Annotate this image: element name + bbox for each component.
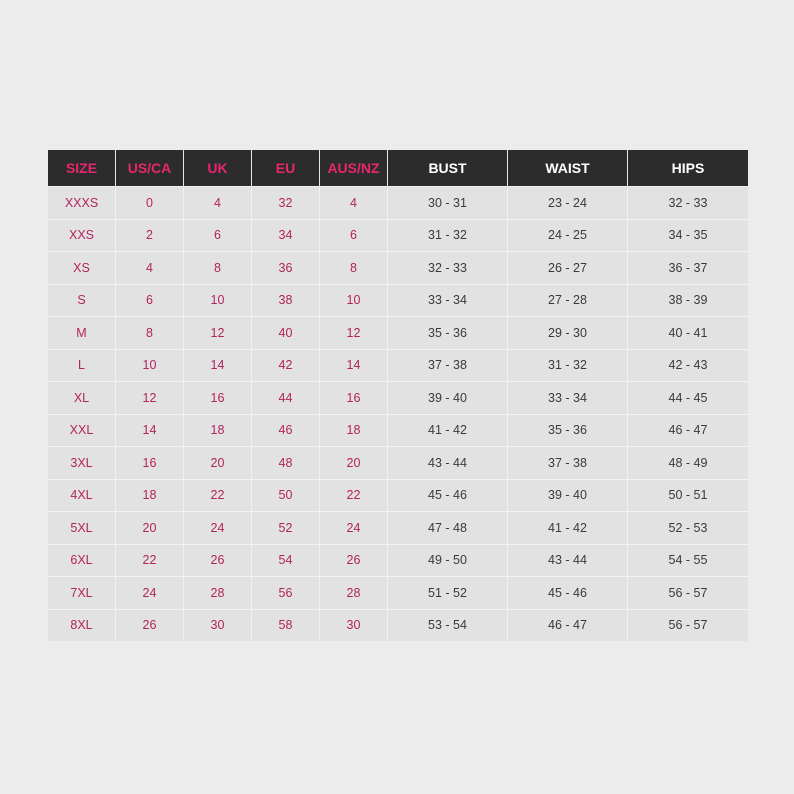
- header-size: SIZE: [48, 150, 116, 186]
- cell-eu: 52: [252, 511, 320, 544]
- header-us-ca: US/CA: [116, 150, 184, 186]
- cell-eu: 50: [252, 479, 320, 512]
- cell-size: 3XL: [48, 446, 116, 479]
- cell-uk: 28: [184, 576, 252, 609]
- cell-hips: 46 - 47: [628, 414, 748, 447]
- header-bust: BUST: [388, 150, 508, 186]
- size-chart-table: [48, 150, 748, 641]
- cell-waist: 33 - 34: [508, 381, 628, 414]
- cell-hips: 40 - 41: [628, 316, 748, 349]
- cell-size: 6XL: [48, 544, 116, 577]
- cell-aus-nz: 10: [320, 284, 388, 317]
- cell-uk: 4: [184, 186, 252, 219]
- cell-hips: 34 - 35: [628, 219, 748, 252]
- cell-waist: 26 - 27: [508, 251, 628, 284]
- cell-waist: 45 - 46: [508, 576, 628, 609]
- cell-bust: 41 - 42: [388, 414, 508, 447]
- cell-us-ca: 14: [116, 414, 184, 447]
- cell-hips: 56 - 57: [628, 576, 748, 609]
- table-row: [48, 284, 748, 317]
- cell-uk: 10: [184, 284, 252, 317]
- size-chart-body: [48, 186, 748, 641]
- cell-hips: 48 - 49: [628, 446, 748, 479]
- cell-size: XXS: [48, 219, 116, 252]
- table-row: [48, 511, 748, 544]
- cell-bust: 51 - 52: [388, 576, 508, 609]
- table-row: [48, 186, 748, 219]
- table-row: [48, 576, 748, 609]
- cell-eu: 38: [252, 284, 320, 317]
- cell-eu: 34: [252, 219, 320, 252]
- cell-bust: 39 - 40: [388, 381, 508, 414]
- cell-aus-nz: 12: [320, 316, 388, 349]
- cell-size: 8XL: [48, 609, 116, 642]
- cell-size: 7XL: [48, 576, 116, 609]
- cell-waist: 41 - 42: [508, 511, 628, 544]
- cell-us-ca: 0: [116, 186, 184, 219]
- cell-uk: 26: [184, 544, 252, 577]
- cell-size: 5XL: [48, 511, 116, 544]
- cell-bust: 49 - 50: [388, 544, 508, 577]
- table-row: [48, 544, 748, 577]
- cell-eu: 54: [252, 544, 320, 577]
- cell-us-ca: 24: [116, 576, 184, 609]
- cell-eu: 46: [252, 414, 320, 447]
- cell-us-ca: 26: [116, 609, 184, 642]
- cell-uk: 30: [184, 609, 252, 642]
- header-waist: WAIST: [508, 150, 628, 186]
- cell-waist: 24 - 25: [508, 219, 628, 252]
- cell-size: L: [48, 349, 116, 382]
- cell-waist: 29 - 30: [508, 316, 628, 349]
- cell-size: XXXS: [48, 186, 116, 219]
- cell-waist: 23 - 24: [508, 186, 628, 219]
- cell-us-ca: 4: [116, 251, 184, 284]
- cell-aus-nz: 14: [320, 349, 388, 382]
- cell-eu: 40: [252, 316, 320, 349]
- table-row: [48, 219, 748, 252]
- cell-hips: 50 - 51: [628, 479, 748, 512]
- cell-aus-nz: 18: [320, 414, 388, 447]
- table-row: [48, 446, 748, 479]
- cell-us-ca: 2: [116, 219, 184, 252]
- cell-hips: 42 - 43: [628, 349, 748, 382]
- cell-us-ca: 20: [116, 511, 184, 544]
- cell-aus-nz: 8: [320, 251, 388, 284]
- cell-eu: 48: [252, 446, 320, 479]
- cell-size: 4XL: [48, 479, 116, 512]
- cell-size: M: [48, 316, 116, 349]
- cell-eu: 44: [252, 381, 320, 414]
- cell-aus-nz: 16: [320, 381, 388, 414]
- cell-aus-nz: 26: [320, 544, 388, 577]
- cell-hips: 56 - 57: [628, 609, 748, 642]
- cell-hips: 52 - 53: [628, 511, 748, 544]
- cell-us-ca: 16: [116, 446, 184, 479]
- cell-aus-nz: 28: [320, 576, 388, 609]
- table-row: [48, 609, 748, 642]
- cell-uk: 24: [184, 511, 252, 544]
- cell-waist: 39 - 40: [508, 479, 628, 512]
- cell-eu: 56: [252, 576, 320, 609]
- table-row: [48, 251, 748, 284]
- cell-us-ca: 10: [116, 349, 184, 382]
- cell-us-ca: 18: [116, 479, 184, 512]
- cell-bust: 32 - 33: [388, 251, 508, 284]
- header-eu: EU: [252, 150, 320, 186]
- cell-bust: 30 - 31: [388, 186, 508, 219]
- cell-hips: 54 - 55: [628, 544, 748, 577]
- table-row: [48, 381, 748, 414]
- cell-aus-nz: 6: [320, 219, 388, 252]
- cell-us-ca: 6: [116, 284, 184, 317]
- cell-size: XXL: [48, 414, 116, 447]
- cell-aus-nz: 24: [320, 511, 388, 544]
- cell-us-ca: 8: [116, 316, 184, 349]
- table-row: [48, 316, 748, 349]
- cell-waist: 31 - 32: [508, 349, 628, 382]
- cell-waist: 43 - 44: [508, 544, 628, 577]
- cell-waist: 27 - 28: [508, 284, 628, 317]
- cell-eu: 36: [252, 251, 320, 284]
- cell-uk: 18: [184, 414, 252, 447]
- table-row: [48, 479, 748, 512]
- table-row: [48, 414, 748, 447]
- cell-uk: 16: [184, 381, 252, 414]
- cell-bust: 37 - 38: [388, 349, 508, 382]
- cell-uk: 20: [184, 446, 252, 479]
- size-chart-header: [48, 150, 748, 186]
- cell-size: S: [48, 284, 116, 317]
- cell-bust: 31 - 32: [388, 219, 508, 252]
- cell-bust: 53 - 54: [388, 609, 508, 642]
- header-hips: HIPS: [628, 150, 748, 186]
- cell-us-ca: 12: [116, 381, 184, 414]
- cell-hips: 38 - 39: [628, 284, 748, 317]
- cell-bust: 33 - 34: [388, 284, 508, 317]
- cell-eu: 42: [252, 349, 320, 382]
- cell-uk: 12: [184, 316, 252, 349]
- header-aus-nz: AUS/NZ: [320, 150, 388, 186]
- cell-uk: 22: [184, 479, 252, 512]
- cell-waist: 46 - 47: [508, 609, 628, 642]
- cell-uk: 8: [184, 251, 252, 284]
- cell-uk: 14: [184, 349, 252, 382]
- cell-hips: 36 - 37: [628, 251, 748, 284]
- cell-size: XS: [48, 251, 116, 284]
- cell-eu: 32: [252, 186, 320, 219]
- cell-hips: 32 - 33: [628, 186, 748, 219]
- cell-aus-nz: 22: [320, 479, 388, 512]
- cell-waist: 37 - 38: [508, 446, 628, 479]
- cell-uk: 6: [184, 219, 252, 252]
- cell-aus-nz: 30: [320, 609, 388, 642]
- cell-bust: 43 - 44: [388, 446, 508, 479]
- table-row: [48, 349, 748, 382]
- cell-bust: 47 - 48: [388, 511, 508, 544]
- cell-bust: 45 - 46: [388, 479, 508, 512]
- cell-bust: 35 - 36: [388, 316, 508, 349]
- header-row: [48, 150, 748, 186]
- cell-aus-nz: 4: [320, 186, 388, 219]
- cell-eu: 58: [252, 609, 320, 642]
- cell-us-ca: 22: [116, 544, 184, 577]
- cell-aus-nz: 20: [320, 446, 388, 479]
- header-uk: UK: [184, 150, 252, 186]
- cell-hips: 44 - 45: [628, 381, 748, 414]
- cell-size: XL: [48, 381, 116, 414]
- cell-waist: 35 - 36: [508, 414, 628, 447]
